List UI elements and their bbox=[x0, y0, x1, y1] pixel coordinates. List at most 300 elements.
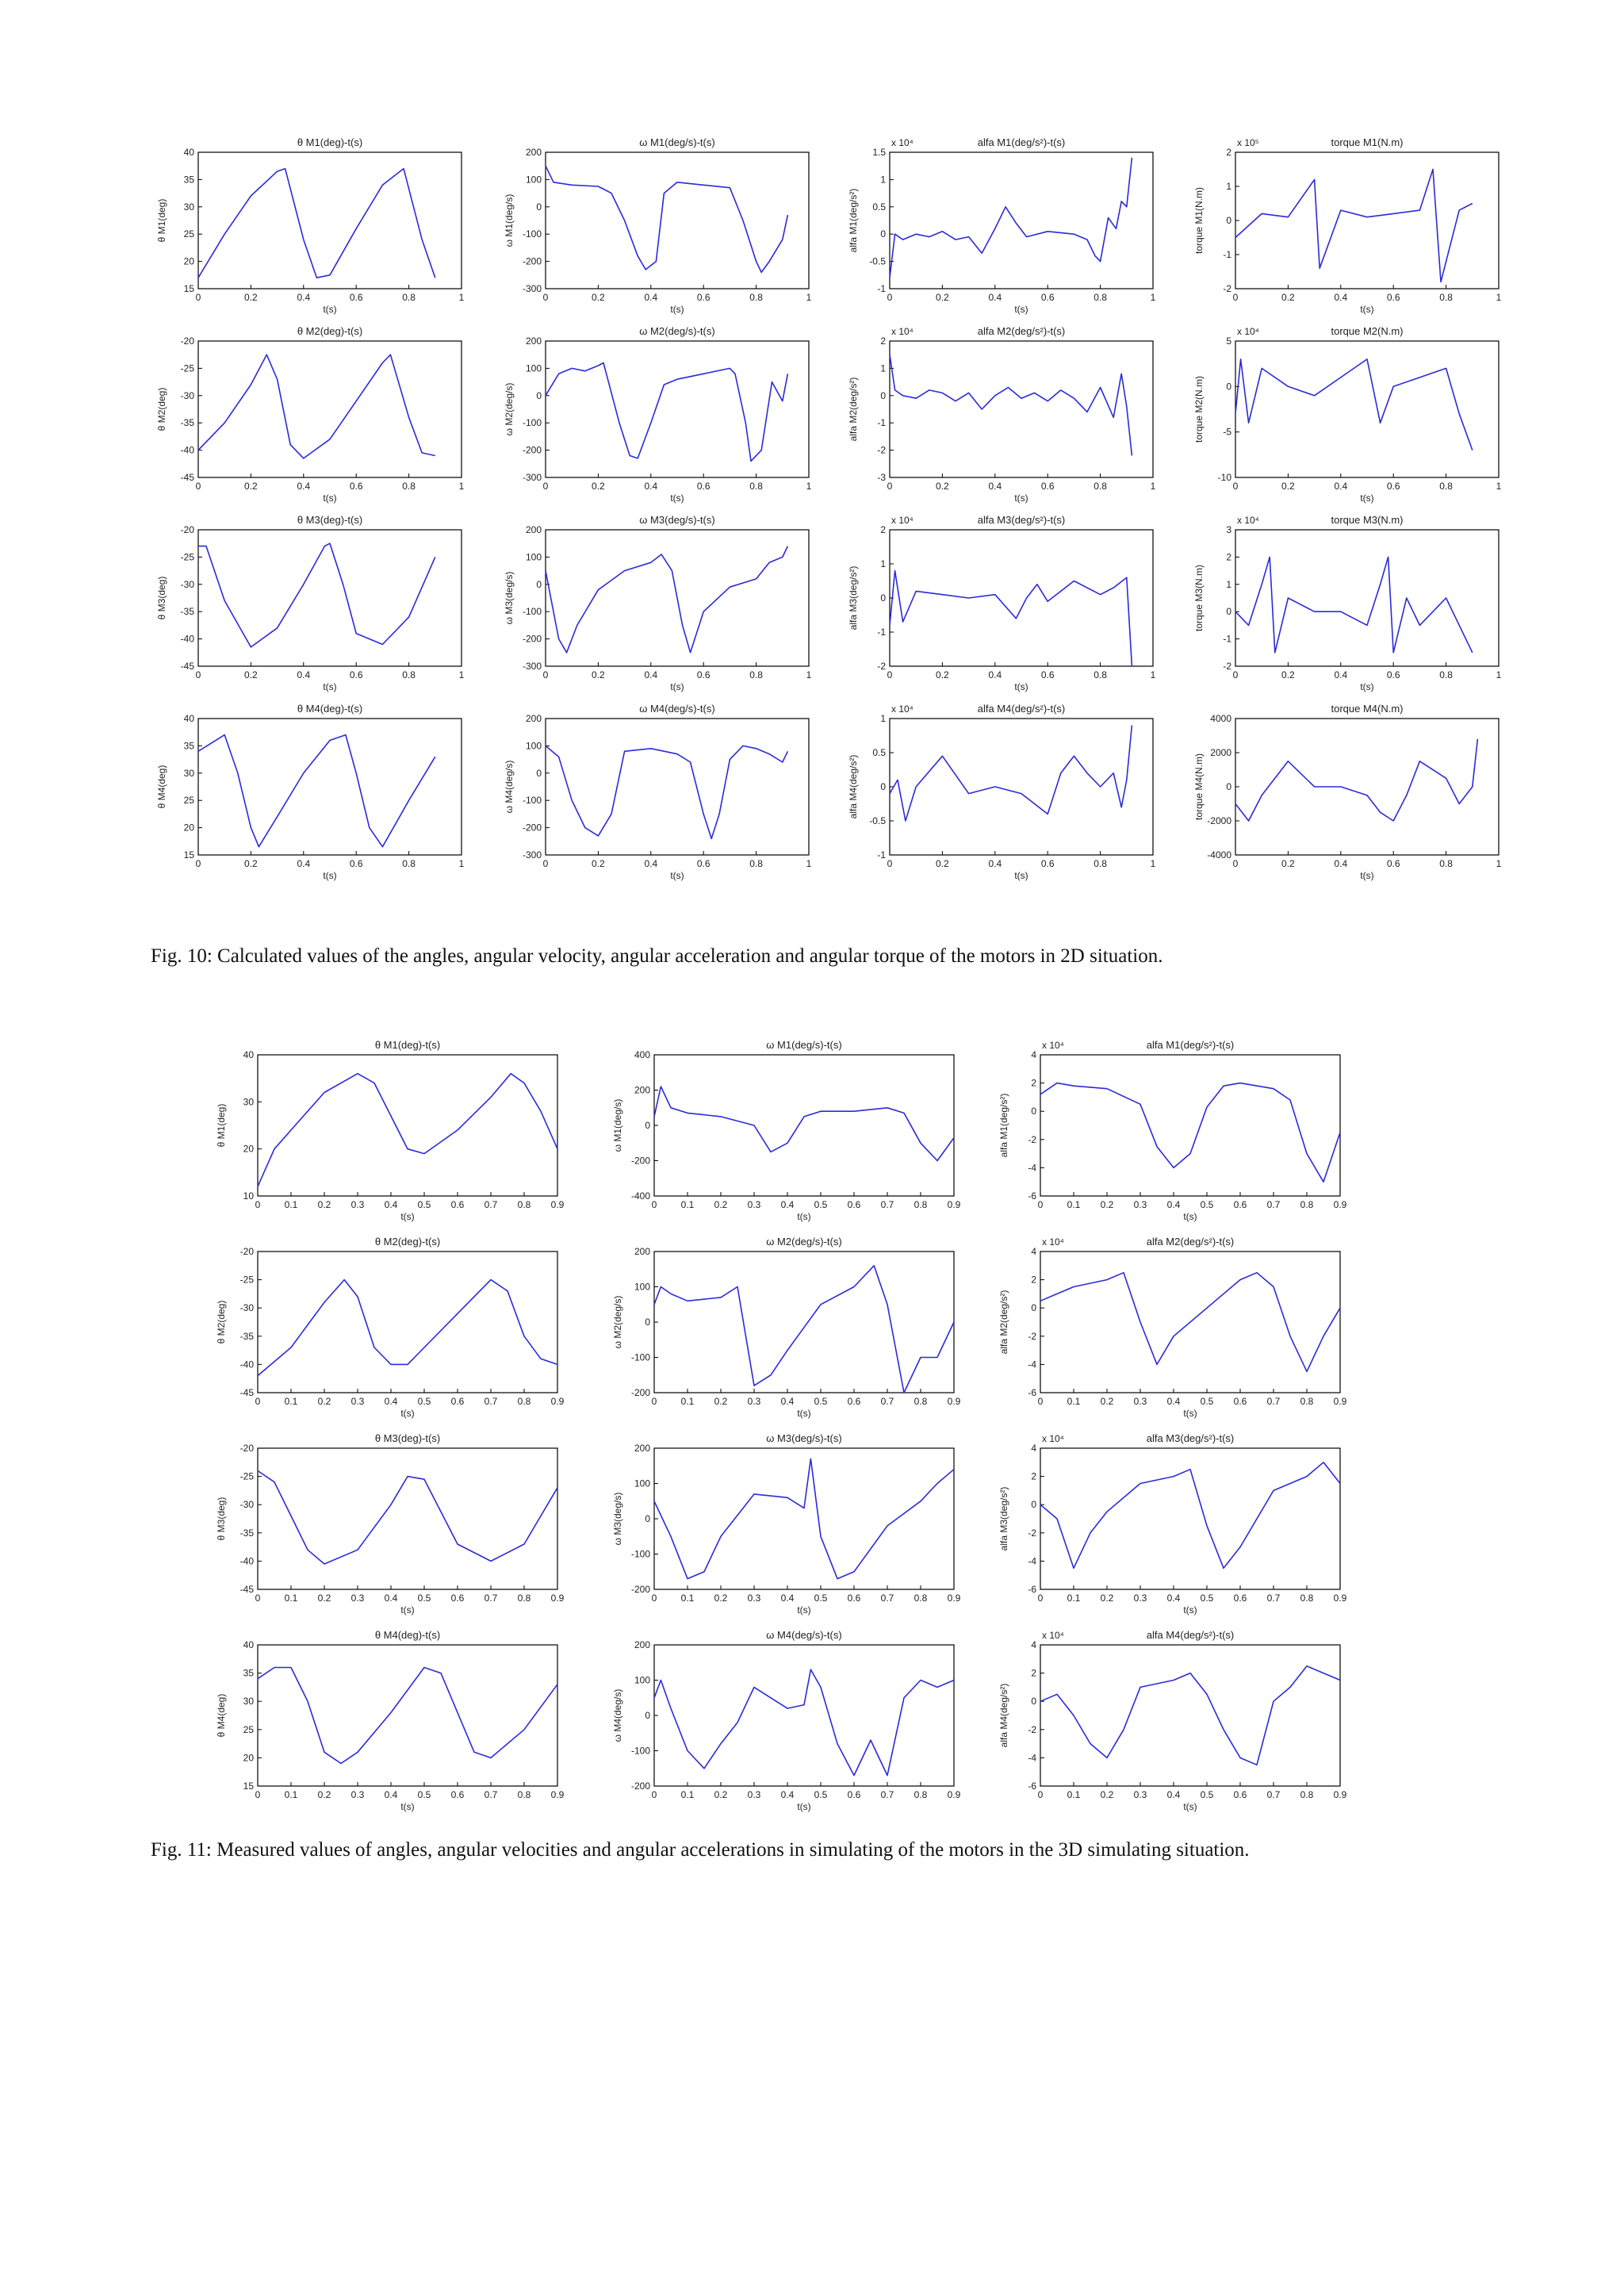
plot-frame bbox=[654, 1055, 954, 1196]
y-tick-label: 40 bbox=[243, 1049, 254, 1060]
x-tick-label: 0.1 bbox=[1067, 1593, 1081, 1604]
chart-title: θ M4(deg)-t(s) bbox=[297, 703, 363, 715]
y-tick-label: -40 bbox=[239, 1359, 254, 1370]
chart-title: alfa M2(deg/s²)-t(s) bbox=[977, 325, 1066, 337]
chart-title: torque M1(N.m) bbox=[1331, 136, 1404, 148]
chart-title: alfa M4(deg/s²)-t(s) bbox=[1146, 1629, 1235, 1641]
x-tick-label: 0.4 bbox=[780, 1199, 795, 1210]
y-tick-label: -4 bbox=[1028, 1752, 1036, 1764]
y-tick-label: 0 bbox=[536, 389, 542, 401]
chart-title: θ M2(deg)-t(s) bbox=[374, 1236, 441, 1248]
y-tick-label: -2 bbox=[877, 444, 886, 456]
x-tick-label: 0.4 bbox=[988, 669, 1002, 680]
y-tick-label: -300 bbox=[522, 472, 542, 483]
y-tick-label: 40 bbox=[183, 713, 194, 724]
y-tick-label: 2 bbox=[880, 335, 886, 347]
x-tick-label: 0.9 bbox=[1333, 1396, 1347, 1407]
x-tick-label: 0 bbox=[887, 858, 893, 869]
fig11-chart-2 bbox=[612, 1039, 961, 1222]
y-tick-label: 1 bbox=[880, 713, 886, 724]
x-tick-label: 0.7 bbox=[880, 1593, 894, 1604]
chart-title: alfa M1(deg/s²)-t(s) bbox=[1146, 1039, 1235, 1051]
x-tick-label: 0.7 bbox=[484, 1789, 498, 1800]
x-tick-label: 0.2 bbox=[1100, 1199, 1114, 1210]
x-tick-label: 0.4 bbox=[1334, 858, 1348, 869]
y-tick-label: 15 bbox=[183, 849, 194, 861]
x-tick-label: 0.2 bbox=[714, 1199, 728, 1210]
y-tick-label: 0 bbox=[1031, 1696, 1036, 1708]
chart-title: ω M3(deg/s)-t(s) bbox=[766, 1432, 842, 1444]
y-tick-label: 100 bbox=[634, 1281, 650, 1293]
x-axis-label: t(s) bbox=[1014, 870, 1028, 881]
x-tick-label: 0.3 bbox=[1133, 1593, 1147, 1604]
x-tick-label: 0.6 bbox=[349, 292, 363, 303]
y-tick-label: -25 bbox=[239, 1470, 254, 1482]
plot-frame bbox=[546, 152, 809, 289]
y-tick-label: 1 bbox=[1226, 578, 1231, 590]
y-tick-label: -1 bbox=[1223, 633, 1231, 645]
y-tick-label: -45 bbox=[180, 472, 194, 483]
x-tick-label: 0.6 bbox=[349, 481, 363, 492]
plot-frame bbox=[890, 719, 1153, 855]
y-tick-label: 1 bbox=[1226, 181, 1231, 192]
y-tick-label: 1 bbox=[880, 174, 886, 186]
x-tick-label: 0.3 bbox=[747, 1199, 761, 1210]
y-tick-label: -2 bbox=[1028, 1723, 1036, 1735]
axis-multiplier: x 10⁴ bbox=[891, 326, 914, 337]
x-tick-label: 0.4 bbox=[384, 1789, 398, 1800]
y-tick-label: -40 bbox=[180, 444, 194, 456]
x-tick-label: 0.8 bbox=[749, 292, 763, 303]
x-tick-label: 0.4 bbox=[1334, 292, 1348, 303]
chart-title: alfa M2(deg/s²)-t(s) bbox=[1146, 1236, 1235, 1248]
y-axis-label: θ M3(deg) bbox=[156, 576, 167, 620]
x-axis-label: t(s) bbox=[400, 1801, 415, 1812]
x-axis-label: t(s) bbox=[400, 1408, 415, 1419]
y-axis-label: alfa M1(deg/s²) bbox=[848, 188, 859, 253]
y-tick-label: 4 bbox=[1031, 1639, 1036, 1650]
fig10-chart-16 bbox=[1193, 703, 1502, 881]
chart-title: ω M1(deg/s)-t(s) bbox=[639, 136, 715, 148]
x-tick-label: 1 bbox=[806, 292, 812, 303]
x-tick-label: 0.6 bbox=[1233, 1789, 1247, 1800]
x-tick-label: 0.6 bbox=[450, 1199, 465, 1210]
x-tick-label: 0.6 bbox=[1386, 481, 1400, 492]
chart-title: torque M2(N.m) bbox=[1331, 325, 1404, 337]
y-tick-label: -30 bbox=[180, 578, 194, 590]
x-tick-label: 0.2 bbox=[714, 1396, 728, 1407]
y-tick-label: -100 bbox=[522, 606, 542, 618]
x-tick-label: 1 bbox=[458, 669, 465, 680]
x-tick-label: 0.2 bbox=[317, 1199, 331, 1210]
y-tick-label: 0 bbox=[1031, 1302, 1036, 1314]
y-tick-label: 2 bbox=[1031, 1470, 1036, 1482]
chart-title: torque M3(N.m) bbox=[1331, 514, 1404, 526]
y-tick-label: 0 bbox=[1031, 1106, 1036, 1117]
y-tick-label: -3 bbox=[877, 472, 886, 483]
chart-title: alfa M3(deg/s²)-t(s) bbox=[1146, 1432, 1235, 1444]
x-tick-label: 0 bbox=[1232, 858, 1239, 869]
x-tick-label: 0.3 bbox=[350, 1199, 365, 1210]
x-tick-label: 0.8 bbox=[749, 669, 763, 680]
y-axis-label: torque M1(N.m) bbox=[1193, 186, 1205, 255]
y-tick-label: -45 bbox=[180, 661, 194, 672]
x-tick-label: 0.8 bbox=[517, 1789, 531, 1800]
x-tick-label: 0.6 bbox=[1040, 669, 1055, 680]
y-tick-label: 2000 bbox=[1210, 747, 1231, 758]
y-tick-label: 100 bbox=[525, 362, 542, 374]
x-tick-label: 0.8 bbox=[914, 1789, 928, 1800]
x-tick-label: 0.6 bbox=[1386, 669, 1400, 680]
y-tick-label: 0 bbox=[1226, 781, 1231, 792]
y-tick-label: 200 bbox=[525, 713, 542, 724]
x-tick-label: 0.1 bbox=[284, 1199, 298, 1210]
x-tick-label: 0.1 bbox=[284, 1593, 298, 1604]
fig11-chart-10 bbox=[216, 1629, 565, 1812]
y-tick-label: 1.5 bbox=[872, 147, 886, 158]
x-tick-label: 0 bbox=[887, 292, 893, 303]
y-axis-label: torque M4(N.m) bbox=[1193, 753, 1205, 821]
x-tick-label: 0 bbox=[255, 1199, 261, 1210]
axis-multiplier: x 10⁴ bbox=[1042, 1630, 1064, 1641]
y-axis-label: θ M4(deg) bbox=[216, 1693, 227, 1738]
x-tick-label: 0.5 bbox=[1200, 1593, 1214, 1604]
x-tick-label: 0.1 bbox=[680, 1396, 695, 1407]
x-axis-label: t(s) bbox=[323, 870, 337, 881]
x-tick-label: 0.7 bbox=[1266, 1593, 1281, 1604]
x-tick-label: 0 bbox=[1037, 1593, 1044, 1604]
axis-multiplier: x 10⁴ bbox=[1042, 1236, 1064, 1248]
y-tick-label: 20 bbox=[183, 822, 194, 834]
x-tick-label: 1 bbox=[1150, 481, 1156, 492]
x-tick-label: 0 bbox=[1037, 1396, 1044, 1407]
x-tick-label: 0.2 bbox=[317, 1396, 331, 1407]
y-tick-label: -100 bbox=[522, 417, 542, 429]
y-tick-label: 40 bbox=[243, 1639, 254, 1650]
x-tick-label: 0.4 bbox=[780, 1789, 795, 1800]
plot-frame bbox=[198, 341, 462, 477]
y-tick-label: 0 bbox=[880, 592, 886, 604]
y-tick-label: 0 bbox=[536, 767, 542, 779]
x-tick-label: 0.2 bbox=[244, 669, 258, 680]
x-tick-label: 0.5 bbox=[814, 1199, 828, 1210]
fig10-chart-8 bbox=[1193, 325, 1502, 504]
x-tick-label: 0.1 bbox=[284, 1396, 298, 1407]
y-tick-label: 20 bbox=[183, 255, 194, 267]
x-tick-label: 0.8 bbox=[1439, 481, 1453, 492]
y-tick-label: 2 bbox=[1031, 1667, 1036, 1679]
x-tick-label: 0.1 bbox=[1067, 1199, 1081, 1210]
x-axis-label: t(s) bbox=[323, 304, 337, 315]
chart-title: θ M3(deg)-t(s) bbox=[297, 514, 363, 526]
y-tick-label: 0 bbox=[1226, 381, 1231, 393]
x-tick-label: 1 bbox=[458, 858, 465, 869]
fig10-chart-15 bbox=[848, 703, 1156, 881]
fig10-chart-6 bbox=[504, 325, 812, 504]
chart-title: θ M1(deg)-t(s) bbox=[297, 136, 363, 148]
axis-multiplier: x 10⁴ bbox=[891, 137, 914, 148]
y-tick-label: 20 bbox=[243, 1143, 254, 1155]
x-tick-label: 0.6 bbox=[1386, 292, 1400, 303]
x-axis-label: t(s) bbox=[670, 870, 684, 881]
x-tick-label: 0.6 bbox=[847, 1789, 861, 1800]
fig11-chart-4 bbox=[216, 1236, 565, 1419]
x-tick-label: 0.3 bbox=[747, 1396, 761, 1407]
x-tick-label: 0 bbox=[1037, 1789, 1044, 1800]
y-tick-label: -35 bbox=[239, 1330, 254, 1342]
y-tick-label: 4 bbox=[1031, 1049, 1036, 1060]
x-tick-label: 0.8 bbox=[1094, 669, 1107, 680]
x-tick-label: 0.4 bbox=[988, 292, 1002, 303]
y-axis-label: θ M1(deg) bbox=[156, 198, 167, 243]
x-tick-label: 0 bbox=[195, 292, 201, 303]
y-axis-label: θ M3(deg) bbox=[216, 1497, 227, 1541]
y-tick-label: -200 bbox=[630, 1387, 650, 1398]
x-tick-label: 0.4 bbox=[1166, 1396, 1181, 1407]
x-tick-label: 0.3 bbox=[1133, 1396, 1147, 1407]
x-tick-label: 0 bbox=[1232, 669, 1239, 680]
x-tick-label: 0.2 bbox=[936, 858, 949, 869]
x-tick-label: 0 bbox=[651, 1396, 657, 1407]
x-tick-label: 0.3 bbox=[1133, 1789, 1147, 1800]
x-tick-label: 0.3 bbox=[1133, 1199, 1147, 1210]
x-tick-label: 0.8 bbox=[517, 1396, 531, 1407]
fig10-caption: Fig. 10: Calculated values of the angles, angular velocity, angular acceleration and angular torque of the motors in 2D situation. bbox=[151, 945, 1163, 967]
chart-title: alfa M1(deg/s²)-t(s) bbox=[977, 136, 1066, 148]
axis-multiplier: x 10⁴ bbox=[1237, 326, 1259, 337]
x-tick-label: 0.6 bbox=[450, 1593, 465, 1604]
y-tick-label: 100 bbox=[525, 551, 542, 563]
x-tick-label: 0.6 bbox=[696, 481, 710, 492]
y-tick-label: 200 bbox=[634, 1639, 650, 1650]
x-tick-label: 0.4 bbox=[644, 669, 658, 680]
x-tick-label: 0.9 bbox=[947, 1199, 961, 1210]
x-tick-label: 1 bbox=[1150, 858, 1156, 869]
x-tick-label: 0.8 bbox=[914, 1396, 928, 1407]
x-tick-label: 0.9 bbox=[550, 1593, 565, 1604]
y-tick-label: 40 bbox=[183, 147, 194, 158]
x-tick-label: 0.8 bbox=[517, 1593, 531, 1604]
x-tick-label: 0.8 bbox=[914, 1593, 928, 1604]
y-tick-label: 0 bbox=[880, 389, 886, 401]
y-tick-label: -1 bbox=[877, 283, 886, 294]
y-tick-label: -200 bbox=[630, 1780, 650, 1792]
x-tick-label: 0.6 bbox=[1386, 858, 1400, 869]
plot-frame bbox=[258, 1448, 557, 1589]
x-tick-label: 0.9 bbox=[550, 1396, 565, 1407]
x-axis-label: t(s) bbox=[1183, 1801, 1197, 1812]
y-tick-label: -200 bbox=[522, 822, 542, 834]
x-tick-label: 0.8 bbox=[517, 1199, 531, 1210]
fig11-chart-6 bbox=[998, 1236, 1347, 1419]
x-tick-label: 0.9 bbox=[1333, 1789, 1347, 1800]
y-tick-label: -4000 bbox=[1207, 849, 1231, 861]
y-tick-label: 0 bbox=[1031, 1499, 1036, 1511]
fig10-chart-12 bbox=[1193, 514, 1502, 692]
x-axis-label: t(s) bbox=[1360, 681, 1374, 692]
y-axis-label: ω M1(deg/s) bbox=[612, 1098, 623, 1152]
x-axis-label: t(s) bbox=[670, 493, 684, 504]
x-tick-label: 0 bbox=[542, 292, 549, 303]
x-tick-label: 0.2 bbox=[592, 292, 605, 303]
x-tick-label: 0.3 bbox=[747, 1789, 761, 1800]
x-axis-label: t(s) bbox=[670, 304, 684, 315]
y-tick-label: -30 bbox=[239, 1302, 254, 1314]
y-tick-label: -200 bbox=[522, 444, 542, 456]
chart-title: ω M3(deg/s)-t(s) bbox=[639, 514, 715, 526]
y-tick-label: 100 bbox=[525, 174, 542, 186]
x-tick-label: 0.8 bbox=[1094, 481, 1107, 492]
chart-title: θ M4(deg)-t(s) bbox=[374, 1629, 441, 1641]
y-tick-label: 0 bbox=[645, 1710, 650, 1721]
y-tick-label: 4 bbox=[1031, 1443, 1036, 1454]
x-tick-label: 0.2 bbox=[714, 1789, 728, 1800]
x-tick-label: 0.7 bbox=[880, 1199, 894, 1210]
x-tick-label: 0.8 bbox=[1300, 1199, 1314, 1210]
x-tick-label: 0.7 bbox=[880, 1789, 894, 1800]
x-tick-label: 0.3 bbox=[350, 1789, 365, 1800]
x-tick-label: 0.4 bbox=[297, 292, 311, 303]
y-tick-label: 200 bbox=[634, 1246, 650, 1257]
y-tick-label: 4000 bbox=[1210, 713, 1231, 724]
x-tick-label: 0.7 bbox=[1266, 1789, 1281, 1800]
y-axis-label: θ M1(deg) bbox=[216, 1103, 227, 1148]
x-tick-label: 0.3 bbox=[350, 1396, 365, 1407]
y-tick-label: 0 bbox=[645, 1513, 650, 1524]
x-axis-label: t(s) bbox=[797, 1408, 811, 1419]
x-tick-label: 0.4 bbox=[297, 858, 311, 869]
x-tick-label: 0.2 bbox=[592, 481, 605, 492]
y-tick-label: 0 bbox=[880, 781, 886, 792]
y-tick-label: -1 bbox=[877, 627, 886, 638]
x-axis-label: t(s) bbox=[1360, 493, 1374, 504]
y-axis-label: alfa M3(deg/s²) bbox=[848, 565, 859, 631]
fig10-chart-3 bbox=[848, 136, 1156, 315]
x-axis-label: t(s) bbox=[797, 1211, 811, 1222]
axis-multiplier: x 10⁴ bbox=[891, 515, 914, 526]
x-tick-label: 0.6 bbox=[1233, 1199, 1247, 1210]
x-tick-label: 0.6 bbox=[847, 1593, 861, 1604]
y-tick-label: -45 bbox=[239, 1584, 254, 1595]
x-tick-label: 0 bbox=[255, 1396, 261, 1407]
x-axis-label: t(s) bbox=[400, 1211, 415, 1222]
plot-frame bbox=[258, 1251, 557, 1393]
x-tick-label: 0 bbox=[887, 481, 893, 492]
y-tick-label: 25 bbox=[183, 228, 194, 240]
y-tick-label: -300 bbox=[522, 283, 542, 294]
plot-frame bbox=[546, 341, 809, 477]
x-tick-label: 0.6 bbox=[696, 858, 710, 869]
x-tick-label: 0.4 bbox=[780, 1396, 795, 1407]
y-tick-label: -40 bbox=[239, 1555, 254, 1567]
y-tick-label: -20 bbox=[180, 335, 194, 347]
x-tick-label: 0.8 bbox=[1439, 292, 1453, 303]
y-tick-label: 15 bbox=[243, 1780, 254, 1792]
y-tick-label: -300 bbox=[522, 849, 542, 861]
y-tick-label: -30 bbox=[180, 389, 194, 401]
y-tick-label: -20 bbox=[239, 1246, 254, 1257]
x-tick-label: 0.8 bbox=[1094, 292, 1107, 303]
y-tick-label: 200 bbox=[634, 1084, 650, 1096]
x-tick-label: 0.7 bbox=[1266, 1199, 1281, 1210]
y-tick-label: -4 bbox=[1028, 1555, 1036, 1567]
x-tick-label: 1 bbox=[1496, 481, 1502, 492]
y-tick-label: 400 bbox=[634, 1049, 650, 1060]
x-tick-label: 0.5 bbox=[814, 1593, 828, 1604]
fig10-chart-5 bbox=[156, 325, 465, 504]
fig10-chart-13 bbox=[156, 703, 465, 881]
x-axis-label: t(s) bbox=[1183, 1211, 1197, 1222]
y-tick-label: -100 bbox=[522, 795, 542, 807]
y-tick-label: -2 bbox=[1028, 1527, 1036, 1539]
y-tick-label: 0 bbox=[536, 201, 542, 213]
y-axis-label: θ M4(deg) bbox=[156, 765, 167, 809]
x-tick-label: 0.4 bbox=[644, 292, 658, 303]
y-tick-label: 0 bbox=[645, 1120, 650, 1131]
y-axis-label: ω M3(deg/s) bbox=[504, 571, 515, 625]
y-tick-label: -300 bbox=[522, 661, 542, 672]
x-tick-label: 0.6 bbox=[349, 669, 363, 680]
y-tick-label: 25 bbox=[183, 795, 194, 807]
y-axis-label: alfa M3(deg/s²) bbox=[998, 1486, 1009, 1551]
x-tick-label: 1 bbox=[1150, 292, 1156, 303]
y-tick-label: -6 bbox=[1028, 1584, 1036, 1595]
fig10-chart-10 bbox=[504, 514, 812, 692]
y-tick-label: 0 bbox=[1226, 215, 1231, 226]
y-axis-label: alfa M2(deg/s²) bbox=[848, 377, 859, 442]
y-tick-label: -1 bbox=[1223, 249, 1231, 260]
fig11-chart-8 bbox=[612, 1432, 961, 1616]
y-tick-label: 0 bbox=[536, 578, 542, 590]
y-axis-label: ω M2(deg/s) bbox=[612, 1295, 623, 1349]
x-axis-label: t(s) bbox=[400, 1604, 415, 1616]
x-axis-label: t(s) bbox=[1360, 304, 1374, 315]
y-tick-label: -200 bbox=[630, 1584, 650, 1595]
axis-multiplier: x 10⁴ bbox=[1042, 1433, 1064, 1444]
y-tick-label: 100 bbox=[634, 1478, 650, 1489]
x-tick-label: 0.4 bbox=[1166, 1593, 1181, 1604]
x-tick-label: 0.4 bbox=[988, 858, 1002, 869]
x-tick-label: 0.7 bbox=[880, 1396, 894, 1407]
x-tick-label: 0.4 bbox=[780, 1593, 795, 1604]
x-tick-label: 0.8 bbox=[402, 669, 416, 680]
y-axis-label: alfa M1(deg/s²) bbox=[998, 1093, 1009, 1158]
x-tick-label: 0 bbox=[651, 1593, 657, 1604]
x-tick-label: 0.8 bbox=[749, 481, 763, 492]
y-tick-label: -100 bbox=[522, 228, 542, 240]
axis-multiplier: x 10⁴ bbox=[891, 703, 914, 715]
x-axis-label: t(s) bbox=[323, 493, 337, 504]
x-tick-label: 0.6 bbox=[847, 1396, 861, 1407]
x-tick-label: 1 bbox=[806, 669, 812, 680]
x-tick-label: 0.4 bbox=[988, 481, 1002, 492]
x-axis-label: t(s) bbox=[797, 1801, 811, 1812]
y-tick-label: 100 bbox=[525, 740, 542, 752]
fig10-chart-4 bbox=[1193, 136, 1502, 315]
x-tick-label: 0.2 bbox=[317, 1789, 331, 1800]
y-axis-label: ω M3(deg/s) bbox=[612, 1492, 623, 1546]
x-axis-label: t(s) bbox=[1014, 681, 1028, 692]
x-tick-label: 0.9 bbox=[1333, 1199, 1347, 1210]
fig10-chart-7 bbox=[848, 325, 1156, 504]
plot-frame bbox=[546, 719, 809, 855]
chart-title: ω M2(deg/s)-t(s) bbox=[766, 1236, 842, 1248]
y-tick-label: -1 bbox=[877, 417, 886, 429]
x-tick-label: 0.8 bbox=[1300, 1396, 1314, 1407]
x-tick-label: 0.6 bbox=[450, 1396, 465, 1407]
x-tick-label: 0.2 bbox=[1281, 669, 1295, 680]
x-tick-label: 0 bbox=[255, 1593, 261, 1604]
